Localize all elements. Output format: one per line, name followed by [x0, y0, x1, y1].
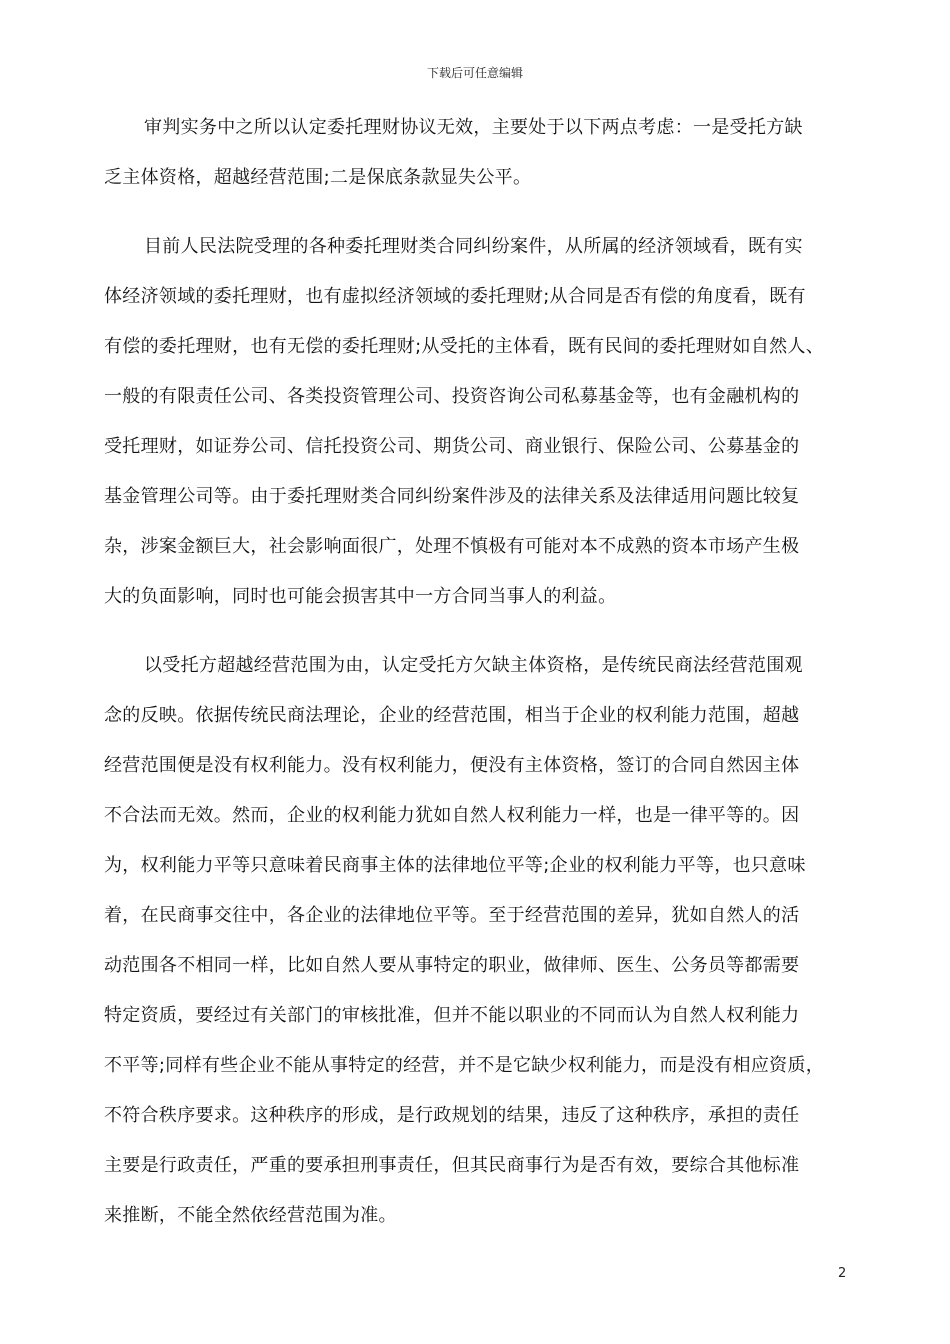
paragraph-line: 不合法而无效。然而，企业的权利能力犹如自然人权利能力一样，也是一律平等的。因	[104, 805, 800, 826]
paragraph-line: 审判实务中之所以认定委托理财协议无效，主要处于以下两点考虑：一是受托方缺	[144, 117, 803, 138]
paragraph-line: 杂，涉案金额巨大，社会影响面很广，处理不慎极有可能对本不成熟的资本市场产生极	[104, 536, 800, 557]
paragraph-line: 为，权利能力平等只意味着民商事主体的法律地位平等;企业的权利能力平等，也只意味	[104, 855, 806, 876]
paragraph-line: 大的负面影响，同时也可能会损害其中一方合同当事人的利益。	[104, 586, 617, 607]
paragraph-line: 来推断，不能全然依经营范围为准。	[104, 1205, 397, 1226]
paragraph-1	[104, 103, 849, 203]
paragraph-line: 目前人民法院受理的各种委托理财类合同纠纷案件，从所属的经济领域看，既有实	[144, 236, 803, 257]
paragraph-line: 动范围各不相同一样，比如自然人要从事特定的职业，做律师、医生、公务员等都需要	[104, 955, 800, 976]
paragraph-line: 着，在民商事交往中，各企业的法律地位平等。至于经营范围的差异，犹如自然人的活	[104, 905, 800, 926]
paragraph-line: 有偿的委托理财，也有无偿的委托理财;从受托的主体看，既有民间的委托理财如自然人、	[104, 336, 825, 357]
paragraph-line: 以受托方超越经营范围为由，认定受托方欠缺主体资格，是传统民商法经营范围观	[144, 655, 803, 676]
paragraph-2	[104, 222, 849, 622]
paragraph-line: 经营范围便是没有权利能力。没有权利能力，便没有主体资格，签订的合同自然因主体	[104, 755, 800, 776]
paragraph-line: 主要是行政责任，严重的要承担刑事责任，但其民商事行为是否有效，要综合其他标准	[104, 1155, 800, 1176]
paragraph-line: 不平等;同样有些企业不能从事特定的经营，并不是它缺少权利能力，而是没有相应资质，	[104, 1055, 825, 1076]
paragraph-line: 体经济领域的委托理财，也有虚拟经济领域的委托理财;从合同是否有偿的角度看，既有	[104, 286, 806, 307]
document-body	[104, 103, 849, 1241]
paragraph-line: 乏主体资格，超越经营范围;二是保底条款显失公平。	[104, 167, 532, 188]
page-number: 2	[838, 1266, 847, 1281]
paragraph-line: 特定资质，要经过有关部门的审核批准，但并不能以职业的不同而认为自然人权利能力	[104, 1005, 800, 1026]
paragraph-line: 基金管理公司等。由于委托理财类合同纠纷案件涉及的法律关系及法律适用问题比较复	[104, 486, 800, 507]
paragraph-3	[104, 641, 849, 1241]
paragraph-line: 不符合秩序要求。这种秩序的形成，是行政规划的结果，违反了这种秩序，承担的责任	[104, 1105, 800, 1126]
paragraph-line: 受托理财，如证券公司、信托投资公司、期货公司、商业银行、保险公司、公募基金的	[104, 436, 800, 457]
page-header: 下载后可任意编辑	[426, 66, 523, 80]
paragraph-line: 念的反映。依据传统民商法理论，企业的经营范围，相当于企业的权利能力范围，超越	[104, 705, 800, 726]
paragraph-line: 一般的有限责任公司、各类投资管理公司、投资咨询公司私募基金等，也有金融机构的	[104, 386, 800, 407]
